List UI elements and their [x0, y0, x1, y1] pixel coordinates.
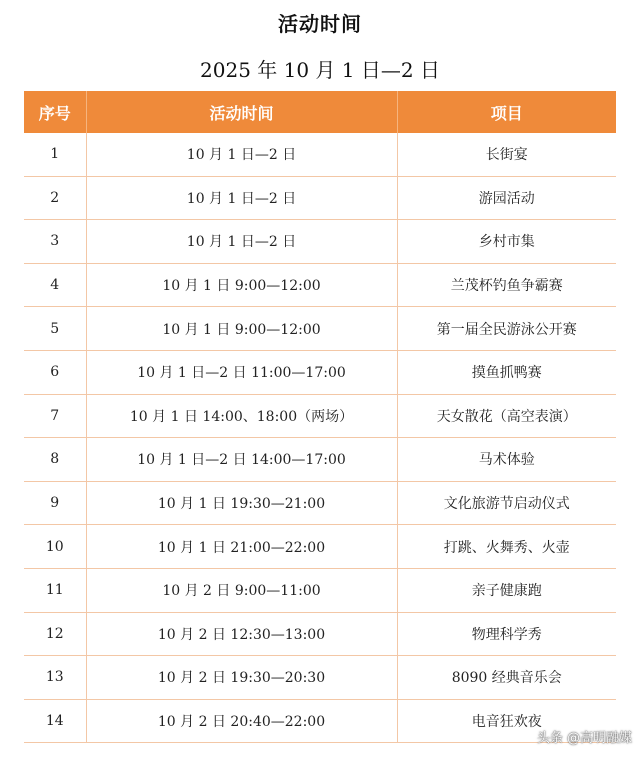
- header-time: 活动时间: [86, 91, 397, 133]
- cell-item: 8090 经典音乐会: [397, 656, 616, 700]
- cell-number: 4: [24, 263, 86, 307]
- cell-number: 13: [24, 656, 86, 700]
- cell-time: 10 月 1 日—2 日: [86, 176, 397, 220]
- cell-number: 5: [24, 307, 86, 351]
- cell-time: 10 月 1 日 9:00—12:00: [86, 263, 397, 307]
- cell-item: 文化旅游节启动仪式: [397, 481, 616, 525]
- cell-number: 7: [24, 394, 86, 438]
- header-item: 项目: [397, 91, 616, 133]
- cell-item: 第一届全民游泳公开赛: [397, 307, 616, 351]
- cell-number: 14: [24, 699, 86, 743]
- cell-number: 11: [24, 568, 86, 612]
- cell-time: 10 月 1 日—2 日 14:00—17:00: [86, 438, 397, 482]
- cell-time: 10 月 2 日 12:30—13:00: [86, 612, 397, 656]
- page-title: 活动时间: [278, 12, 362, 36]
- cell-time: 10 月 1 日 21:00—22:00: [86, 525, 397, 569]
- cell-number: 9: [24, 481, 86, 525]
- cell-item: 马术体验: [397, 438, 616, 482]
- cell-item: 长街宴: [397, 133, 616, 176]
- table-header-row: [24, 91, 616, 133]
- cell-time: 10 月 1 日—2 日: [86, 133, 397, 176]
- cell-number: 1: [24, 133, 86, 176]
- table-row: [24, 263, 616, 307]
- cell-time: 10 月 1 日—2 日: [86, 220, 397, 264]
- cell-time: 10 月 1 日 14:00、18:00（两场）: [86, 394, 397, 438]
- cell-item: 兰茂杯钓鱼争霸赛: [397, 263, 616, 307]
- cell-number: 8: [24, 438, 86, 482]
- header-number: 序号: [24, 91, 86, 133]
- table-row: [24, 133, 616, 176]
- cell-item: 摸鱼抓鸭赛: [397, 350, 616, 394]
- table-row: [24, 394, 616, 438]
- table-row: [24, 481, 616, 525]
- cell-number: 2: [24, 176, 86, 220]
- cell-item: 电音狂欢夜: [397, 699, 616, 743]
- date-range-subtitle: 2025 年 10 月 1 日—2 日: [200, 58, 440, 82]
- table-row: [24, 656, 616, 700]
- cell-time: 10 月 2 日 20:40—22:00: [86, 699, 397, 743]
- cell-number: 10: [24, 525, 86, 569]
- cell-time: 10 月 1 日—2 日 11:00—17:00: [86, 350, 397, 394]
- cell-item: 乡村市集: [397, 220, 616, 264]
- cell-number: 12: [24, 612, 86, 656]
- table-row: [24, 699, 616, 743]
- cell-item: 打跳、火舞秀、火壶: [397, 525, 616, 569]
- cell-number: 3: [24, 220, 86, 264]
- table-row: [24, 568, 616, 612]
- cell-item: 天女散花（高空表演）: [397, 394, 616, 438]
- cell-item: 亲子健康跑: [397, 568, 616, 612]
- schedule-table: [24, 91, 616, 743]
- cell-time: 10 月 2 日 9:00—11:00: [86, 568, 397, 612]
- source-watermark: 头条 @高明融媒: [536, 731, 632, 746]
- cell-number: 6: [24, 350, 86, 394]
- table-row: [24, 350, 616, 394]
- cell-item: 物理科学秀: [397, 612, 616, 656]
- cell-item: 游园活动: [397, 176, 616, 220]
- table-row: [24, 612, 616, 656]
- table-row: [24, 438, 616, 482]
- cell-time: 10 月 1 日 19:30—21:00: [86, 481, 397, 525]
- cell-time: 10 月 2 日 19:30—20:30: [86, 656, 397, 700]
- table-row: [24, 307, 616, 351]
- table-row: [24, 176, 616, 220]
- table-row: [24, 220, 616, 264]
- cell-time: 10 月 1 日 9:00—12:00: [86, 307, 397, 351]
- table-row: [24, 525, 616, 569]
